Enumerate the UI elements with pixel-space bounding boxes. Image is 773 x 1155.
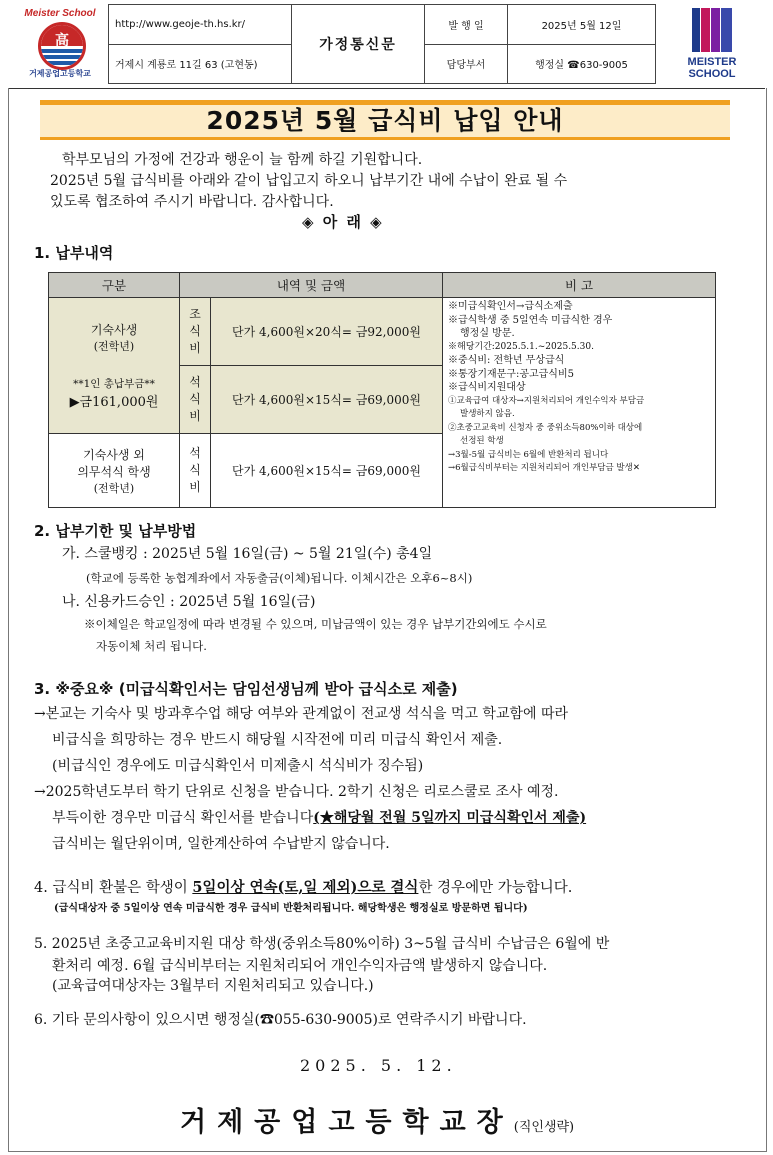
row2-meal: 석 식 비 bbox=[180, 434, 211, 508]
row1-category-cell bbox=[49, 298, 180, 434]
row1-category: 기숙사생 bbox=[90, 323, 138, 337]
col-detail: 내역 및 금액 bbox=[180, 273, 443, 298]
note-10: →6월급식비부터는 지원처리되어 개인부담금 발생✕ bbox=[448, 463, 640, 473]
section3-line-3: (비급식인 경우에도 미급식확인서 미제출시 석식비가 징수됨) bbox=[52, 758, 424, 774]
section4-b: 5일이상 연속(토,일 제외)으로 결식 bbox=[192, 879, 419, 896]
meister-school-logo bbox=[664, 6, 760, 82]
section2-ga bbox=[62, 544, 432, 564]
letterhead bbox=[12, 4, 763, 86]
school-logo-name: 거제공업고등학교 bbox=[29, 69, 91, 78]
note-cell bbox=[443, 298, 716, 508]
row1-total: ▶금161,000원 bbox=[69, 395, 159, 410]
school-url: http://www.geoje-th.hs.kr/ bbox=[109, 5, 292, 45]
section2-heading: 2. 납부기한 및 납부방법 bbox=[34, 522, 197, 540]
letterhead-table bbox=[108, 4, 656, 84]
intro-line-3: 있도록 협조하여 주시기 바랍니다. 감사합니다. bbox=[50, 194, 334, 210]
note-1: ※미급식확인서→급식소제출 bbox=[448, 301, 573, 312]
issue-date: 2025년 5월 12일 bbox=[508, 5, 656, 45]
note-4: ※중식비: 전학년 무상급식 bbox=[448, 355, 565, 366]
section6-line: 6. 기타 문의사항이 있으시면 행정실(☎055-630-9005)로 연락주시기 바랍니다. bbox=[34, 1012, 527, 1028]
school-logo-arc-text: Meister School bbox=[24, 8, 96, 19]
dept-contact: 행정실 ☎630-9005 bbox=[508, 44, 656, 84]
section3-line-1: →본교는 기숙사 및 방과후수업 해당 여부와 관계없이 전교생 석식을 먹고 학교함에 따라 bbox=[34, 706, 569, 722]
note-6: ※급식비지원대상 bbox=[448, 382, 526, 393]
meister-logo-line2: SCHOOL bbox=[688, 68, 736, 80]
section3-line-5b: (★해당월 전월 5일까지 미급식확인서 제출) bbox=[313, 810, 587, 826]
note-2: ※급식학생 중 5일연속 미급식한 경우 bbox=[448, 314, 613, 326]
footer-date: 2025. 5. 12. bbox=[300, 1056, 457, 1075]
row1a-amount: 단가 4,600원×20식= 금92,000원 bbox=[211, 298, 443, 366]
row2-category2: 의무석식 학생 bbox=[77, 464, 151, 479]
meister-logo-line1: MEISTER bbox=[687, 56, 737, 68]
school-emblem-char: 高 bbox=[55, 33, 69, 49]
intro-line-2: 2025년 5월 급식비를 아래와 같이 납입고지 하오니 납부기간 내에 수납이 완료 될 수 bbox=[50, 173, 568, 189]
section2-ga-date: 2025년 5월 16일(금) ~ 5월 21일(수) 총4일 bbox=[152, 546, 433, 562]
section1-heading: 1. 납부내역 bbox=[34, 244, 114, 262]
section2-ga-note: (학교에 등록한 농협계좌에서 자동출금(이체)됩니다. 이체시간은 오후6~8시) bbox=[86, 571, 473, 585]
section2-na-date: 2025년 5월 16일(금) bbox=[179, 594, 316, 610]
row2-category-sub: (전학년) bbox=[93, 481, 135, 495]
school-logo bbox=[20, 8, 100, 80]
section5-line-2: 환처리 예정. 6월 급식비부터는 지원처리되어 개인수익자금액 발생하지 않습니다. bbox=[52, 958, 548, 974]
section3-line-5 bbox=[52, 808, 586, 828]
note-9: →3월-5월 급식비는 6월에 반환처리 됩니다 bbox=[448, 449, 609, 460]
section3-line-2: 비급식을 희망하는 경우 반드시 해당월 시작전에 미리 미급식 확인서 제출. bbox=[52, 732, 503, 748]
col-category: 구분 bbox=[49, 273, 180, 298]
school-address: 거제시 계룡로 11길 63 (고현동) bbox=[109, 44, 292, 84]
dept-label: 담당부서 bbox=[425, 44, 508, 84]
newsletter-title: 가정통신문 bbox=[292, 5, 425, 84]
page-title: 2025년 5월 급식비 납입 안내 bbox=[206, 106, 564, 135]
section3-heading: 3. ※중요※ (미급식확인서는 담임선생님께 받아 급식소로 제출) bbox=[34, 680, 458, 698]
section2-na-label: 나. 신용카드승인 : bbox=[62, 594, 175, 610]
principal-name: 거제공업고등학교장 bbox=[180, 1107, 514, 1138]
note-3: ※해당기간:2025.5.1.~2025.5.30. bbox=[448, 341, 594, 352]
section2-ga-label: 가. 스쿨뱅킹 : bbox=[62, 546, 148, 562]
section3-line-4: →2025학년도부터 학기 단위로 신청을 받습니다. 2학기 신청은 리로스쿨로 조사 예정. bbox=[34, 784, 559, 800]
note-5: ※통장기재문구:공고급식비5 bbox=[448, 368, 574, 380]
fee-table bbox=[48, 272, 716, 508]
section4-c: 한 경우에만 가능합니다. bbox=[418, 880, 573, 896]
note-8: ②초중고교육비 신청자 중 중위소득80%이하 대상에 bbox=[448, 422, 643, 433]
row1a-meal: 조 식 비 bbox=[180, 298, 211, 366]
note-8b: 선정된 학생 bbox=[460, 436, 504, 446]
note-7: ①교육급여 대상자→지원처리되어 개인수익자 부담금 bbox=[448, 395, 645, 406]
principal-signature bbox=[180, 1100, 574, 1139]
row2-category: 기숙사생 외 bbox=[83, 447, 145, 462]
row1-total-label: **1인 총납부금** bbox=[73, 378, 155, 390]
note-7b: 발생하지 않음. bbox=[460, 409, 515, 419]
row2-amount: 단가 4,600원×15식= 금69,000원 bbox=[211, 434, 443, 508]
note-2b: 행정실 방문. bbox=[460, 328, 515, 339]
meister-logo-icon bbox=[692, 8, 732, 52]
section2-note-1: ※이체일은 학교일정에 따라 변경될 수 있으며, 미납금액이 있는 경우 납부기간외에도 수시로 bbox=[84, 617, 547, 631]
issue-date-label: 발 행 일 bbox=[425, 5, 508, 45]
section2-note-2: 자동이체 처리 됩니다. bbox=[96, 639, 207, 653]
title-banner bbox=[40, 100, 730, 140]
row1b-amount: 단가 4,600원×15식= 금69,000원 bbox=[211, 366, 443, 434]
intro-below: ◈ 아 래 ◈ bbox=[302, 213, 384, 231]
school-emblem-icon bbox=[38, 22, 86, 70]
section4-note: (급식대상자 중 5일이상 연속 미급식한 경우 급식비 반환처리됩니다. 해당학생은 행정실로 방문하면 됩니다) bbox=[54, 903, 528, 914]
section5-line-1: 5. 2025년 초중고교육비지원 대상 학생(중위소득80%이하) 3~5월 급식비 수납금은 6월에 반 bbox=[34, 936, 610, 952]
section5-line-3: (교육급여대상자는 3월부터 지원처리되고 있습니다.) bbox=[52, 978, 374, 994]
col-note: 비 고 bbox=[443, 273, 716, 298]
seal-omitted: (직인생략) bbox=[513, 1120, 575, 1135]
section4-line bbox=[34, 878, 572, 898]
section3-line-6: 급식비는 월단위이며, 일한계산하여 수납받지 않습니다. bbox=[52, 836, 390, 852]
section3-line-5a: 부득이한 경우만 미급식 확인서를 받습니다 bbox=[52, 810, 314, 826]
row1b-meal: 석 식 비 bbox=[180, 366, 211, 434]
intro-line-1: 학부모님의 가정에 건강과 행운이 늘 함께 하길 기원합니다. bbox=[62, 152, 423, 168]
section2-na bbox=[62, 592, 315, 612]
row1-category-sub: (전학년) bbox=[93, 340, 135, 353]
section4-a: 4. 급식비 환불은 학생이 bbox=[34, 880, 193, 896]
row2-category-cell bbox=[49, 434, 180, 508]
